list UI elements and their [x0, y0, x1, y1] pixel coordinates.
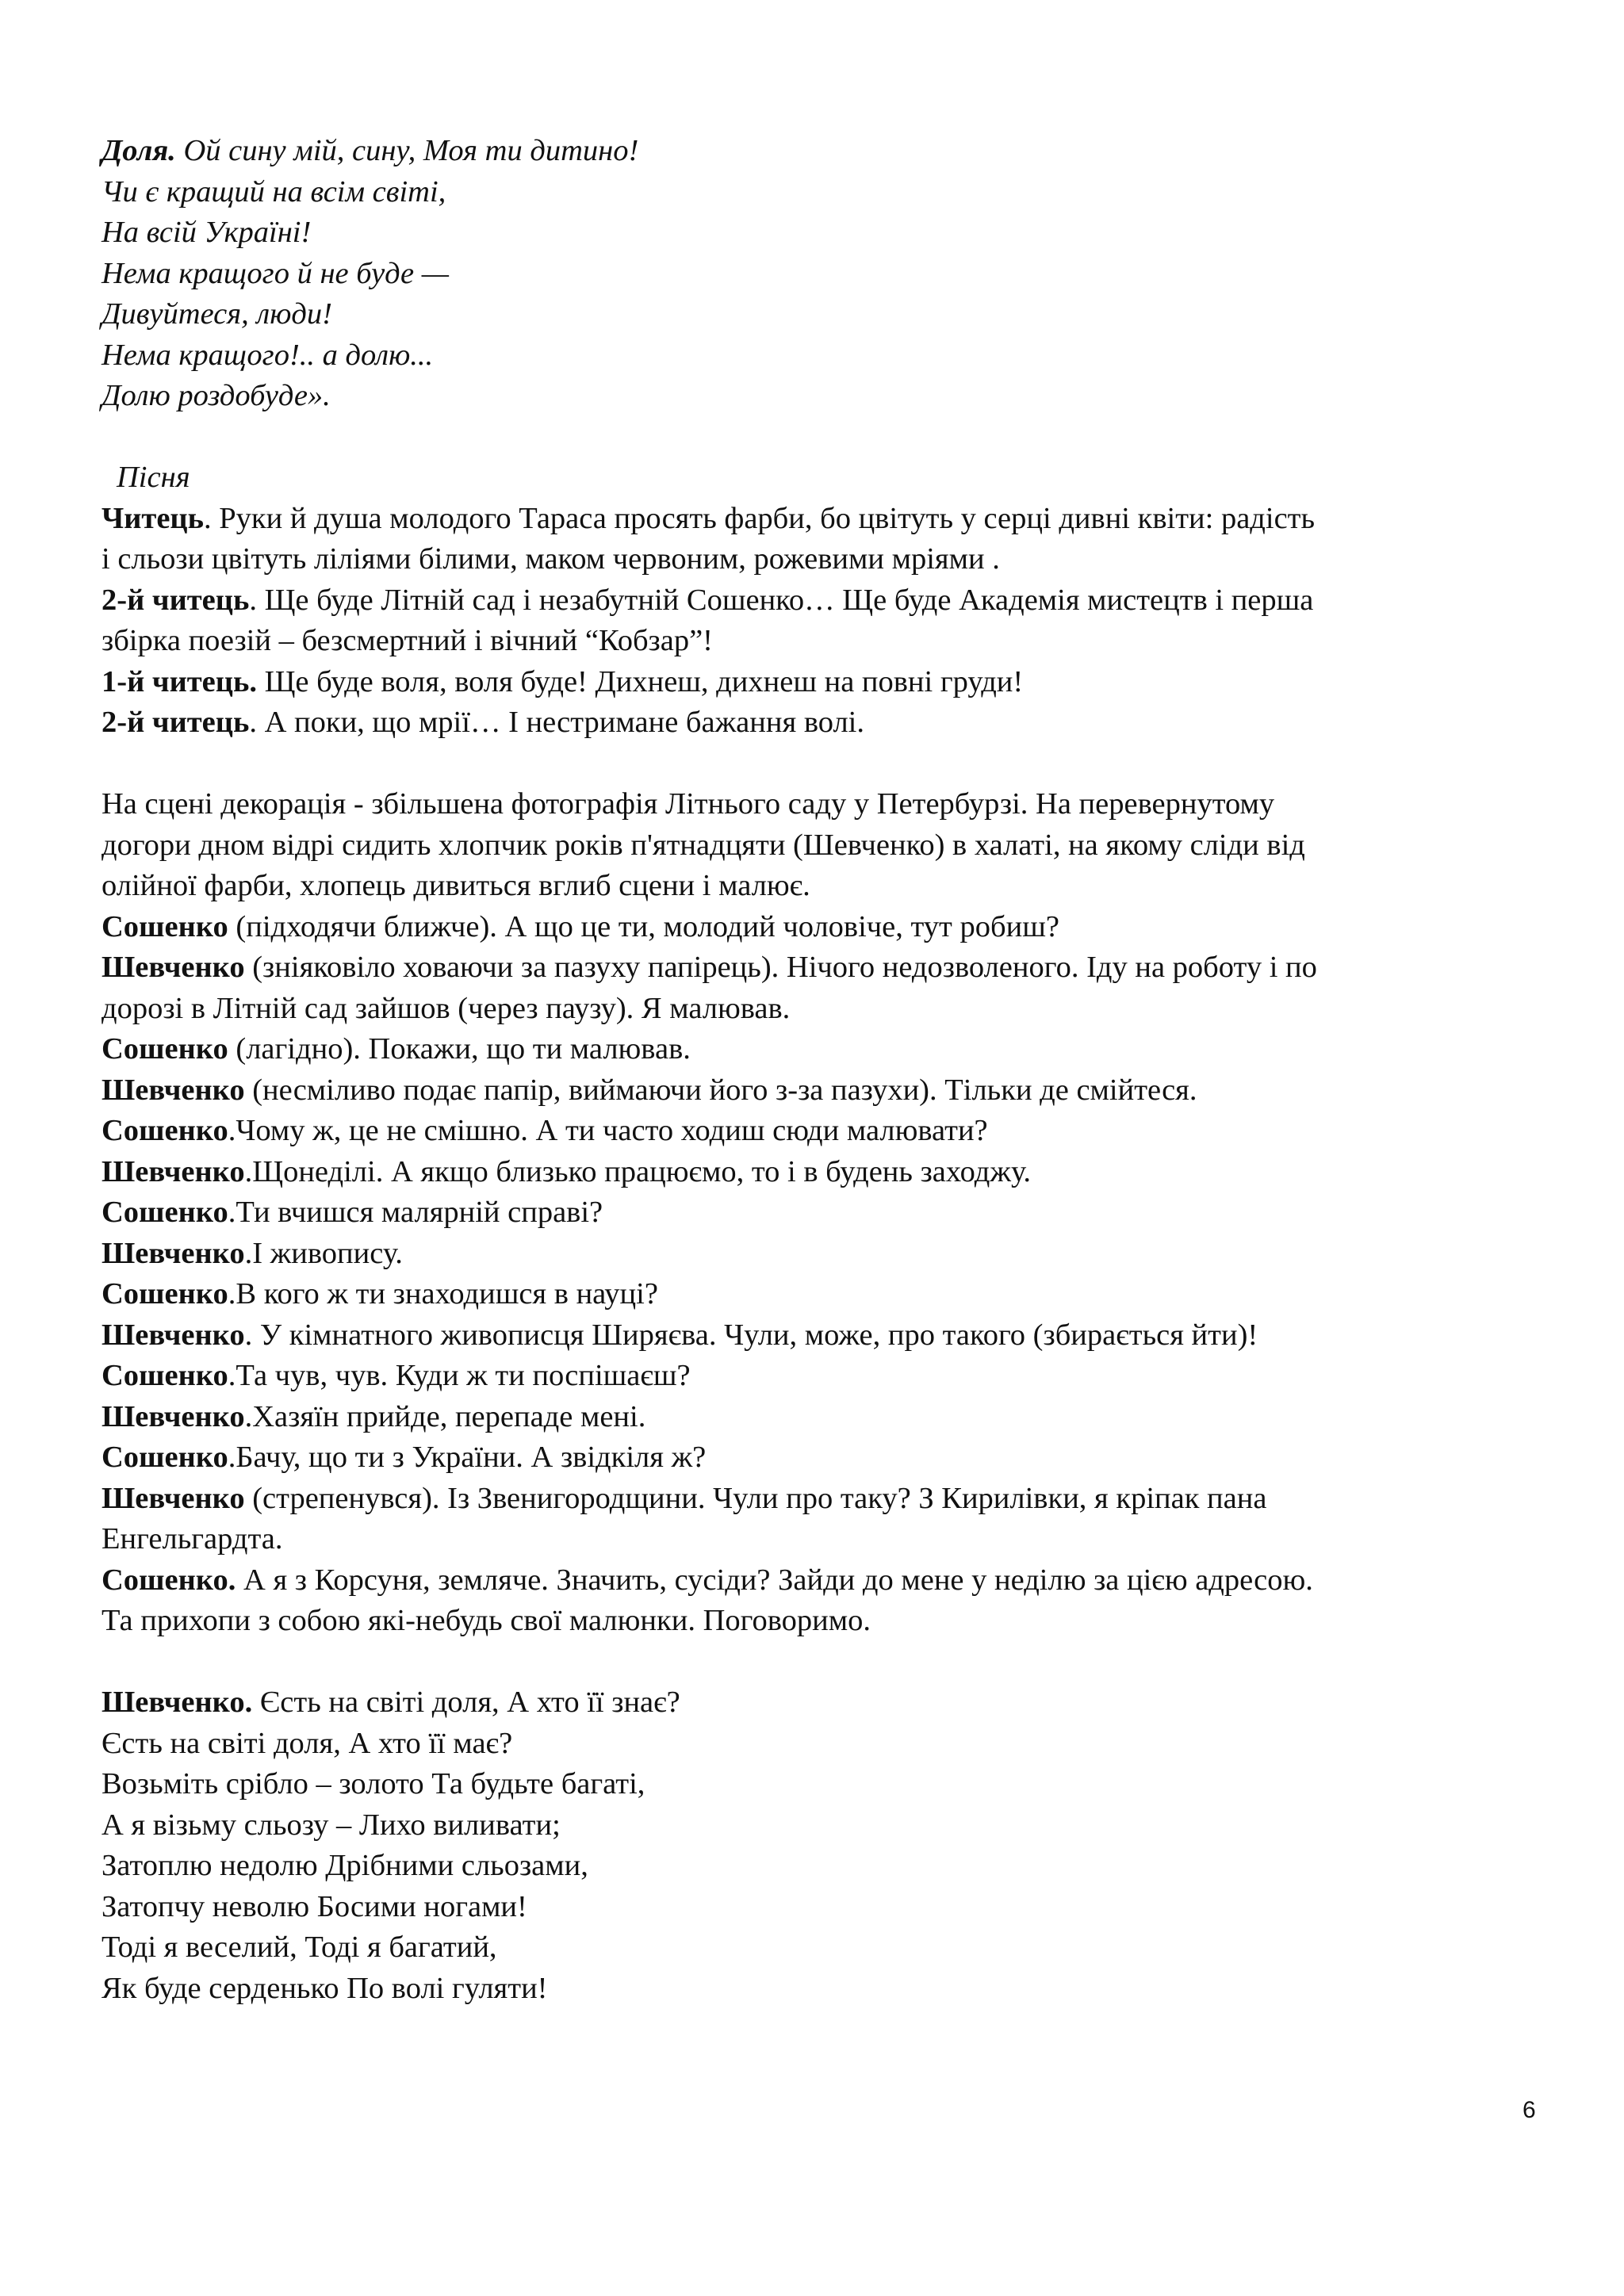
dialogue-line [102, 1437, 1561, 1479]
dialogue-line [102, 1192, 1561, 1234]
dialogue-text: .Ти вчишся малярній справі? [228, 1196, 603, 1229]
stage-direction-line: олійної фарби, хлопець дивиться вглиб сцени і малює. [102, 869, 810, 902]
dialogue-text: .Бачу, що ти з України. А звідкіля ж? [228, 1441, 707, 1474]
dialogue-text: .І живопису. [244, 1236, 403, 1270]
document-body [102, 131, 1561, 2009]
speaker-name: Шевченко [102, 1073, 245, 1107]
reader-text: Ще буде воля, воля буде! Дихнеш, дихнеш на повні груди! [256, 664, 1024, 698]
dialogue-line-cont: Та прихопи з собою які-небудь свої малюнки. Поговоримо. [102, 1604, 871, 1637]
reader-line [102, 499, 1561, 540]
dialogue-line [102, 947, 1561, 989]
spacer [102, 744, 1561, 785]
dialogue-line-cont: дорозі в Літній сад зайшов (через паузу). Я малював. [102, 991, 791, 1025]
spacer [102, 1642, 1561, 1683]
poem-line: Як буде серденько По волі гуляти! [102, 1971, 548, 2005]
reader-line [102, 662, 1561, 703]
dialogue-line [102, 1356, 1561, 1397]
reader-line-cont: збірка поезій – безсмертний і вічний “Кобзар”! [102, 624, 713, 657]
page-number: 6 [1522, 2097, 1536, 2123]
dialogue-line [102, 1234, 1561, 1275]
song-label: Пісня [117, 461, 190, 494]
poem-line: Нема кращого!.. а долю... [102, 338, 434, 372]
dialogue-line [102, 1397, 1561, 1438]
speaker-name: Шевченко [102, 1399, 245, 1433]
dialogue-text: .Та чув, чув. Куди ж ти поспішаєш? [228, 1359, 691, 1392]
poem-line: Тоді я веселий, Тоді я багатий, [102, 1931, 497, 1964]
speaker-name: 2-й читець [102, 583, 250, 617]
poem-text: Єсть на світі доля, А хто її знає? [252, 1686, 680, 1719]
dialogue-text: (підходячи ближче). А що це ти, молодий чоловіче, тут робиш? [228, 909, 1059, 943]
speaker-name: Сошенко [102, 1114, 228, 1147]
reader-line [102, 702, 1561, 744]
reader-line [102, 580, 1561, 622]
dialogue-text: (стрепенувся). Із Звенигородщини. Чули про таку? З Кирилівки, я кріпак пана [244, 1481, 1267, 1515]
reader-text: . А поки, що мрії… І нестримане бажання волі. [249, 706, 865, 739]
poem-line: Нема кращого й не буде — [102, 256, 449, 290]
speaker-name: Шевченко [102, 1154, 245, 1188]
dialogue-line [102, 1070, 1561, 1112]
dialogue-text: (зніяковіло ховаючи за пазуху папірець). Нічого недозволеного. Іду на роботу і по [244, 951, 1317, 984]
speaker-name: Сошенко. [102, 1563, 236, 1597]
poem-line: Затоплю недолю Дрібними сльозами, [102, 1849, 588, 1882]
speaker-name: Сошенко [102, 1441, 228, 1474]
speaker-name: Сошенко [102, 1277, 228, 1311]
dialogue-line-cont: Енгельгардта. [102, 1522, 283, 1556]
poem-line: Затопчу неволю Босими ногами! [102, 1889, 527, 1923]
speaker-name: Сошенко [102, 1359, 228, 1392]
dialogue-text: (несміливо подає папір, виймаючи його з-за пазухи). Тільки де смійтеся. [244, 1073, 1197, 1107]
dialogue-text: А я з Корсуня, земляче. Значить, сусіди? Зайди до мене у неділю за цією адресою. [236, 1563, 1313, 1597]
dialogue-text: .В кого ж ти знаходишся в науці? [228, 1277, 658, 1311]
speaker-name: Сошенко [102, 1196, 228, 1229]
poem-line: Дивуйтеся, люди! [102, 297, 332, 331]
speaker-name: Шевченко [102, 1481, 245, 1515]
poem-line: А я візьму сльозу – Лихо виливати; [102, 1808, 561, 1842]
poem-line [102, 1682, 1561, 1724]
speaker-name: Доля. [102, 134, 176, 167]
poem-line: На всій Україні! [102, 216, 312, 249]
dialogue-line [102, 1111, 1561, 1152]
speaker-name: 1-й читець. [102, 664, 257, 698]
stage-direction-line: На сцені декорація - збільшена фотографія Літнього саду у Петербурзі. На перевернутому [102, 787, 1275, 821]
spacer [102, 417, 1561, 458]
dialogue-text: .Хазяїн прийде, перепаде мені. [244, 1399, 646, 1433]
speaker-name: Сошенко [102, 909, 228, 943]
stage-direction-line: догори дном відрі сидить хлопчик років п'ятнадцяти (Шевченко) в халаті, на якому сліди від [102, 828, 1305, 862]
dialogue-text: .Щонеділі. А якщо близько працюємо, то і в будень заходжу. [244, 1154, 1032, 1188]
reader-line-cont: і сльози цвітуть ліліями білими, маком червоним, рожевими мріями . [102, 542, 1000, 576]
dialogue-line [102, 907, 1561, 948]
speaker-name: Шевченко [102, 951, 245, 984]
dialogue-line [102, 1029, 1561, 1070]
dialogue-text: .Чому ж, це не смішно. А ти часто ходиш сюди малювати? [228, 1114, 988, 1147]
dialogue-text: . У кімнатного живописця Ширяєва. Чули, може, про такого (збирається йти)! [244, 1318, 1258, 1352]
speaker-name: 2-й читець [102, 706, 250, 739]
speaker-name: Читець [102, 501, 204, 535]
speaker-name: Шевченко. [102, 1686, 253, 1719]
poem-line: Возьміть срібло – золото Та будьте багаті, [102, 1767, 645, 1800]
dialogue-text: (лагідно). Покажи, що ти малював. [228, 1032, 691, 1066]
dialogue-line [102, 1479, 1561, 1520]
poem-line [102, 131, 1561, 172]
reader-text: . Ще буде Літній сад і незабутній Сошенко… Ще буде Академія мистецтв і перша [249, 583, 1314, 617]
poem-line: Долю роздобуде». [102, 379, 331, 412]
poem-line: Єсть на світі доля, А хто її має? [102, 1726, 513, 1760]
speaker-name: Шевченко [102, 1236, 245, 1270]
dialogue-line [102, 1274, 1561, 1315]
dialogue-line [102, 1560, 1561, 1601]
poem-line: Чи є кращий на всім світі, [102, 174, 446, 209]
dialogue-line [102, 1315, 1561, 1357]
dialogue-line [102, 1152, 1561, 1193]
speaker-name: Шевченко [102, 1318, 245, 1352]
reader-text: . Руки й душа молодого Тараса просять фарби, бо цвітуть у серці дивні квіти: радість [203, 501, 1316, 535]
speaker-name: Сошенко [102, 1032, 228, 1066]
poem-text: Ой сину мій, сину, Моя ти дитино! [175, 134, 639, 167]
